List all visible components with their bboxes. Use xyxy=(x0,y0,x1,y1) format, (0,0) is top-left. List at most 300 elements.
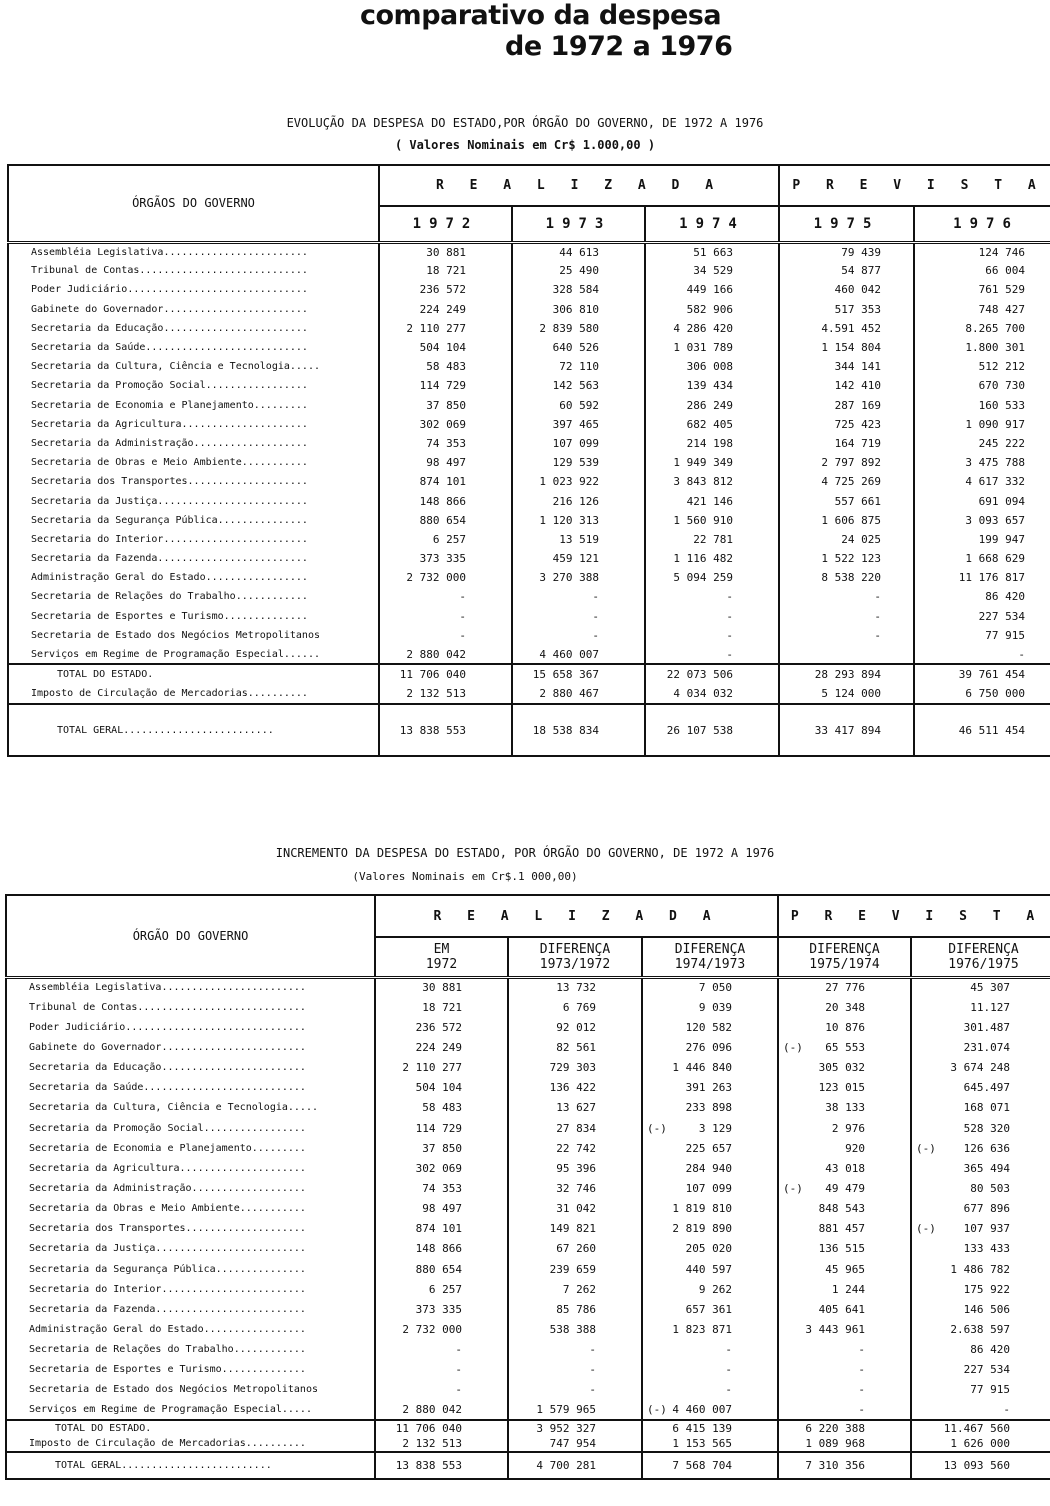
value-cell xyxy=(645,357,779,376)
row-label: Secretaria da Saúde........................... xyxy=(6,1078,375,1098)
value-cell xyxy=(508,1420,642,1436)
value-text: 748 427 xyxy=(978,302,1026,316)
value-cell xyxy=(512,530,645,549)
value-cell xyxy=(778,1138,911,1158)
value-cell xyxy=(914,472,1050,491)
value-text: 239 659 xyxy=(549,1262,596,1276)
value-text: 301.487 xyxy=(963,1020,1011,1034)
value-text: 142 410 xyxy=(834,379,882,393)
value-cell xyxy=(379,568,512,587)
value-cell xyxy=(512,415,645,434)
value-cell xyxy=(778,1279,911,1299)
value-cell xyxy=(911,1259,1050,1279)
value-text: - xyxy=(725,1363,733,1377)
value-text: 1 823 871 xyxy=(672,1322,733,1336)
value-cell xyxy=(779,319,914,338)
value-text: 405 641 xyxy=(818,1302,866,1316)
value-text: 28 293 894 xyxy=(814,668,882,682)
value-text: 3 674 248 xyxy=(950,1061,1011,1075)
value-cell xyxy=(508,1340,642,1360)
value-text: - xyxy=(874,609,882,623)
value-cell xyxy=(645,664,779,684)
table-row xyxy=(8,300,1050,319)
value-cell xyxy=(779,357,914,376)
row-label: Secretaria de Economia e Planejamento......... xyxy=(6,1138,375,1158)
value-cell xyxy=(375,1279,508,1299)
row-label: Secretaria da Promoção Social................. xyxy=(8,376,379,395)
value-cell xyxy=(375,1400,508,1420)
value-text: - xyxy=(455,1343,462,1357)
value-cell xyxy=(642,977,778,997)
value-cell xyxy=(512,607,645,626)
value-cell xyxy=(779,530,914,549)
table-row xyxy=(6,1319,1050,1339)
row-label: Secretaria da Administração................... xyxy=(6,1178,375,1198)
value-cell xyxy=(512,511,645,530)
value-text: 7 050 xyxy=(698,981,733,995)
value-cell xyxy=(642,1420,778,1436)
value-text: 146 506 xyxy=(963,1302,1011,1316)
value-cell xyxy=(642,1098,778,1118)
value-text: - xyxy=(874,590,882,604)
value-cell xyxy=(911,997,1050,1017)
value-cell xyxy=(645,530,779,549)
value-text: 82 561 xyxy=(556,1040,596,1054)
value-cell xyxy=(778,1058,911,1078)
value-cell xyxy=(379,607,512,626)
table-row xyxy=(6,1138,1050,1158)
row-label: Secretaria da Agricultura..................... xyxy=(8,415,379,434)
value-cell xyxy=(379,242,512,261)
value-text: 2.638 597 xyxy=(950,1322,1011,1336)
table1-col-header: 1976 xyxy=(914,206,1050,242)
value-text: 148 866 xyxy=(419,494,466,508)
value-text: 2 819 890 xyxy=(672,1222,733,1236)
value-text: 107 099 xyxy=(552,436,599,450)
value-text: 24 025 xyxy=(841,532,882,546)
value-cell xyxy=(914,415,1050,434)
row-label: Poder Judiciário.............................. xyxy=(6,1017,375,1037)
value-cell xyxy=(508,1452,642,1479)
value-cell xyxy=(379,472,512,491)
row-label: Secretaria da Cultura, Ciência e Tecnologia..... xyxy=(8,357,379,376)
value-text: 504 104 xyxy=(419,341,466,355)
value-text: 233 898 xyxy=(685,1101,733,1115)
value-text: 245 222 xyxy=(978,436,1026,450)
value-cell xyxy=(914,530,1050,549)
value-text: 691 094 xyxy=(978,494,1026,508)
value-cell xyxy=(778,1219,911,1239)
value-cell xyxy=(779,242,914,261)
value-cell xyxy=(642,1239,778,1259)
value-text: 2 732 000 xyxy=(402,1322,462,1336)
value-text: 761 529 xyxy=(978,283,1026,297)
value-cell xyxy=(379,261,512,280)
table1-col-header: 1972 xyxy=(379,206,512,242)
value-text: 640 526 xyxy=(552,341,599,355)
value-cell xyxy=(375,1259,508,1279)
negative-marker: (-) xyxy=(647,1403,667,1417)
row-label: Secretaria da Fazenda......................... xyxy=(8,549,379,568)
value-cell xyxy=(778,1037,911,1057)
value-text: 49 479 xyxy=(825,1181,866,1195)
value-text: - xyxy=(455,1383,462,1397)
value-text: 517 353 xyxy=(834,302,882,316)
row-label: Secretaria de Economia e Planejamento......... xyxy=(8,396,379,415)
value-cell xyxy=(508,1219,642,1239)
value-cell xyxy=(778,1259,911,1279)
value-cell xyxy=(645,511,779,530)
value-text: 74 353 xyxy=(426,436,466,450)
value-cell xyxy=(379,704,512,756)
value-cell xyxy=(379,587,512,606)
value-text: - xyxy=(725,1383,733,1397)
value-cell xyxy=(911,1360,1050,1380)
value-text: 1 120 313 xyxy=(539,513,599,527)
value-text: 77 915 xyxy=(970,1383,1011,1397)
value-cell xyxy=(645,568,779,587)
value-text: 77 915 xyxy=(985,628,1026,642)
row-label: Tribunal de Contas............................ xyxy=(8,261,379,280)
value-text: 6 769 xyxy=(562,1000,596,1014)
value-text: 224 249 xyxy=(415,1040,462,1054)
table-row xyxy=(8,396,1050,415)
table-row xyxy=(6,1118,1050,1138)
value-text: 160 533 xyxy=(978,398,1026,412)
value-text: 44 613 xyxy=(559,245,599,259)
value-cell xyxy=(911,1340,1050,1360)
value-cell xyxy=(914,261,1050,280)
value-text: - xyxy=(858,1403,866,1417)
value-cell xyxy=(508,1118,642,1138)
value-cell xyxy=(645,491,779,510)
row-label: TOTAL GERAL......................... xyxy=(6,1452,375,1479)
value-cell xyxy=(645,587,779,606)
value-cell xyxy=(508,1058,642,1078)
value-text: 8 538 220 xyxy=(821,571,882,585)
value-cell xyxy=(645,645,779,664)
value-text: 205 020 xyxy=(685,1242,733,1256)
value-cell xyxy=(778,1400,911,1420)
value-text: 1 090 917 xyxy=(965,417,1026,431)
table1-group-realizada: R E A L I Z A D A xyxy=(379,165,779,206)
value-cell xyxy=(779,338,914,357)
page-title-line1: comparativo da despesa xyxy=(360,0,722,31)
table-row xyxy=(8,357,1050,376)
value-cell xyxy=(642,1279,778,1299)
value-text: 149 821 xyxy=(549,1222,596,1236)
value-text: 54 877 xyxy=(841,264,882,278)
value-text: 10 876 xyxy=(825,1020,866,1034)
value-cell xyxy=(512,568,645,587)
table-row xyxy=(8,280,1050,299)
value-cell xyxy=(375,1118,508,1138)
value-text: 27 776 xyxy=(825,981,866,995)
value-text: 11.127 xyxy=(970,1000,1011,1014)
value-cell xyxy=(379,626,512,645)
value-text: 11 706 040 xyxy=(395,1422,462,1436)
value-text: 30 881 xyxy=(426,245,466,259)
value-cell xyxy=(508,1017,642,1037)
total-estado-row xyxy=(6,1420,1050,1436)
value-cell xyxy=(642,1158,778,1178)
row-label: Secretaria da Fazenda......................... xyxy=(6,1299,375,1319)
value-text: 142 563 xyxy=(552,379,599,393)
table2-group-realizada: R E A L I Z A D A xyxy=(375,895,778,937)
value-cell xyxy=(645,684,779,704)
value-cell xyxy=(778,1319,911,1339)
table-row xyxy=(8,549,1050,568)
table-row xyxy=(6,1279,1050,1299)
value-text: 4 286 420 xyxy=(673,321,734,335)
row-label: Assembléia Legislativa........................ xyxy=(8,242,379,261)
table-row xyxy=(6,1380,1050,1400)
value-text: - xyxy=(874,628,882,642)
value-text: 440 597 xyxy=(685,1262,733,1276)
value-cell xyxy=(375,1138,508,1158)
value-text: 120 582 xyxy=(685,1020,733,1034)
value-text: 848 543 xyxy=(818,1202,866,1216)
value-cell xyxy=(645,549,779,568)
value-cell xyxy=(911,1436,1050,1452)
value-cell xyxy=(779,607,914,626)
value-cell xyxy=(508,1380,642,1400)
value-cell xyxy=(508,1239,642,1259)
value-text: 6 750 000 xyxy=(965,687,1026,701)
negative-marker: (-) xyxy=(783,1181,803,1195)
value-text: 328 584 xyxy=(552,283,599,297)
value-cell xyxy=(778,1299,911,1319)
value-text: 168 071 xyxy=(963,1101,1011,1115)
table-row xyxy=(6,977,1050,997)
value-text: 459 121 xyxy=(552,552,599,566)
value-text: 11.467 560 xyxy=(943,1422,1011,1436)
table1-corner-label: ÓRGÃOS DO GOVERNO xyxy=(8,165,379,242)
value-cell xyxy=(642,1017,778,1037)
value-text: 11 176 817 xyxy=(958,571,1026,585)
table-row xyxy=(8,491,1050,510)
value-text: - xyxy=(459,590,466,604)
value-cell xyxy=(508,1436,642,1452)
value-text: 421 146 xyxy=(686,494,734,508)
value-text: 85 786 xyxy=(556,1302,596,1316)
value-cell xyxy=(379,338,512,357)
value-text: 747 954 xyxy=(549,1437,596,1451)
value-text: 4 034 032 xyxy=(673,687,734,701)
value-text: - xyxy=(589,1383,596,1397)
value-text: 126 636 xyxy=(963,1141,1011,1155)
value-text: 22 781 xyxy=(693,532,734,546)
value-cell xyxy=(914,664,1050,684)
value-text: 305 032 xyxy=(818,1061,866,1075)
value-text: 107 099 xyxy=(685,1181,733,1195)
value-text: 286 249 xyxy=(686,398,734,412)
value-cell xyxy=(512,684,645,704)
value-cell xyxy=(779,549,914,568)
value-cell xyxy=(914,549,1050,568)
value-cell xyxy=(375,1319,508,1339)
value-cell xyxy=(512,664,645,684)
value-cell xyxy=(508,1360,642,1380)
value-cell xyxy=(375,1360,508,1380)
value-text: 225 657 xyxy=(685,1141,733,1155)
value-text: 645.497 xyxy=(963,1081,1011,1095)
value-cell xyxy=(375,1420,508,1436)
value-cell xyxy=(914,684,1050,704)
value-text: 148 866 xyxy=(415,1242,462,1256)
value-text: 32 746 xyxy=(556,1181,596,1195)
value-text: 1 154 804 xyxy=(821,341,882,355)
value-text: 8.265 700 xyxy=(965,321,1026,335)
value-cell xyxy=(914,242,1050,261)
value-text: 6 415 139 xyxy=(672,1422,733,1436)
value-text: 344 141 xyxy=(834,360,882,374)
row-label: Secretaria de Relações do Trabalho............ xyxy=(6,1340,375,1360)
value-cell xyxy=(379,434,512,453)
value-text: 306 810 xyxy=(552,302,599,316)
value-text: 373 335 xyxy=(419,552,466,566)
value-cell xyxy=(375,1098,508,1118)
table2-col-header: DIFERENÇA 1975/1974 xyxy=(778,937,911,977)
table2-corner-label: ÓRGÃO DO GOVERNO xyxy=(6,895,375,977)
table-row xyxy=(8,607,1050,626)
value-cell xyxy=(375,997,508,1017)
value-cell xyxy=(512,626,645,645)
value-text: 2 132 513 xyxy=(402,1437,462,1451)
value-cell xyxy=(645,396,779,415)
value-cell xyxy=(375,1178,508,1198)
total-estado-row xyxy=(8,664,1050,684)
row-label: Secretaria da Segurança Pública............... xyxy=(6,1259,375,1279)
value-text: 30 881 xyxy=(422,981,462,995)
value-text: 22 073 506 xyxy=(666,668,734,682)
value-cell xyxy=(914,491,1050,510)
value-cell xyxy=(645,376,779,395)
value-cell xyxy=(779,415,914,434)
value-cell xyxy=(645,626,779,645)
table2-col-header: DIFERENÇA 1974/1973 xyxy=(642,937,778,977)
value-text: 231.074 xyxy=(963,1040,1011,1054)
value-cell xyxy=(642,1078,778,1098)
value-text: 9 039 xyxy=(698,1000,733,1014)
value-text: 284 940 xyxy=(685,1161,733,1175)
value-text: 216 126 xyxy=(552,494,599,508)
value-cell xyxy=(645,319,779,338)
value-text: 3 129 xyxy=(698,1121,733,1135)
value-cell xyxy=(911,1299,1050,1319)
value-text: 34 529 xyxy=(693,264,734,278)
value-cell xyxy=(508,1279,642,1299)
row-label: Tribunal de Contas............................ xyxy=(6,997,375,1017)
value-cell xyxy=(379,319,512,338)
row-label: Secretaria dos Transportes.................... xyxy=(6,1219,375,1239)
value-cell xyxy=(645,472,779,491)
table1-col-header: 1973 xyxy=(512,206,645,242)
value-cell xyxy=(911,1178,1050,1198)
table-row xyxy=(6,1098,1050,1118)
value-text: 2 110 277 xyxy=(402,1061,462,1075)
value-cell xyxy=(778,1340,911,1360)
value-text: 27 834 xyxy=(556,1121,596,1135)
value-cell xyxy=(508,1199,642,1219)
value-cell xyxy=(512,319,645,338)
value-text: 6 257 xyxy=(428,1282,462,1296)
value-text: 729 303 xyxy=(549,1061,596,1075)
value-text: 2 732 000 xyxy=(406,571,466,585)
value-cell xyxy=(779,376,914,395)
value-text: 1 560 910 xyxy=(673,513,734,527)
table2-subtitle: (Valores Nominais em Cr$.1 000,00) xyxy=(352,870,578,883)
total-geral-row xyxy=(6,1452,1050,1479)
value-text: 3 270 388 xyxy=(539,571,599,585)
value-cell xyxy=(779,511,914,530)
value-text: 72 110 xyxy=(559,360,599,374)
table-row xyxy=(8,338,1050,357)
value-text: - xyxy=(592,628,599,642)
table-row xyxy=(6,1158,1050,1178)
value-cell xyxy=(379,530,512,549)
value-cell xyxy=(375,1037,508,1057)
value-text: 657 361 xyxy=(685,1302,733,1316)
value-text: 58 483 xyxy=(426,360,466,374)
value-text: 26 107 538 xyxy=(666,723,734,737)
value-cell xyxy=(911,1219,1050,1239)
table2-col-header: DIFERENÇA 1973/1972 xyxy=(508,937,642,977)
value-text: 2 110 277 xyxy=(406,321,466,335)
value-text: 1 949 349 xyxy=(673,456,734,470)
value-cell xyxy=(375,1340,508,1360)
value-cell xyxy=(779,684,914,704)
value-text: 1 446 840 xyxy=(672,1061,733,1075)
value-text: 2 839 580 xyxy=(539,321,599,335)
value-text: 874 101 xyxy=(415,1222,462,1236)
value-cell xyxy=(642,1299,778,1319)
table-row xyxy=(6,1299,1050,1319)
row-label: Secretaria do Interior........................ xyxy=(8,530,379,549)
value-cell xyxy=(645,261,779,280)
icm-row xyxy=(6,1436,1050,1452)
value-cell xyxy=(642,1380,778,1400)
value-cell xyxy=(779,645,914,664)
value-text: 67 260 xyxy=(556,1242,596,1256)
row-label: Secretaria de Esportes e Turismo.............. xyxy=(6,1360,375,1380)
value-cell xyxy=(508,1158,642,1178)
value-cell xyxy=(778,1436,911,1452)
row-label: Secretaria da Educação........................ xyxy=(8,319,379,338)
value-cell xyxy=(779,434,914,453)
row-label: Secretaria de Estado dos Negócios Metropolitanos xyxy=(8,626,379,645)
value-cell xyxy=(779,587,914,606)
value-cell xyxy=(642,1178,778,1198)
row-label: Assembléia Legislativa........................ xyxy=(6,977,375,997)
value-cell xyxy=(512,587,645,606)
value-cell xyxy=(642,1259,778,1279)
table-row xyxy=(8,434,1050,453)
value-cell xyxy=(645,338,779,357)
value-cell xyxy=(512,376,645,395)
value-text: - xyxy=(858,1343,866,1357)
value-cell xyxy=(508,1400,642,1420)
value-text: 133 433 xyxy=(963,1242,1011,1256)
value-cell xyxy=(779,704,914,756)
value-text: 3 843 812 xyxy=(673,475,734,489)
value-text: 677 896 xyxy=(963,1202,1011,1216)
value-cell xyxy=(379,664,512,684)
value-text: 13 732 xyxy=(556,981,596,995)
value-cell xyxy=(508,1138,642,1158)
table-row xyxy=(8,453,1050,472)
row-label: Secretaria do Interior........................ xyxy=(6,1279,375,1299)
